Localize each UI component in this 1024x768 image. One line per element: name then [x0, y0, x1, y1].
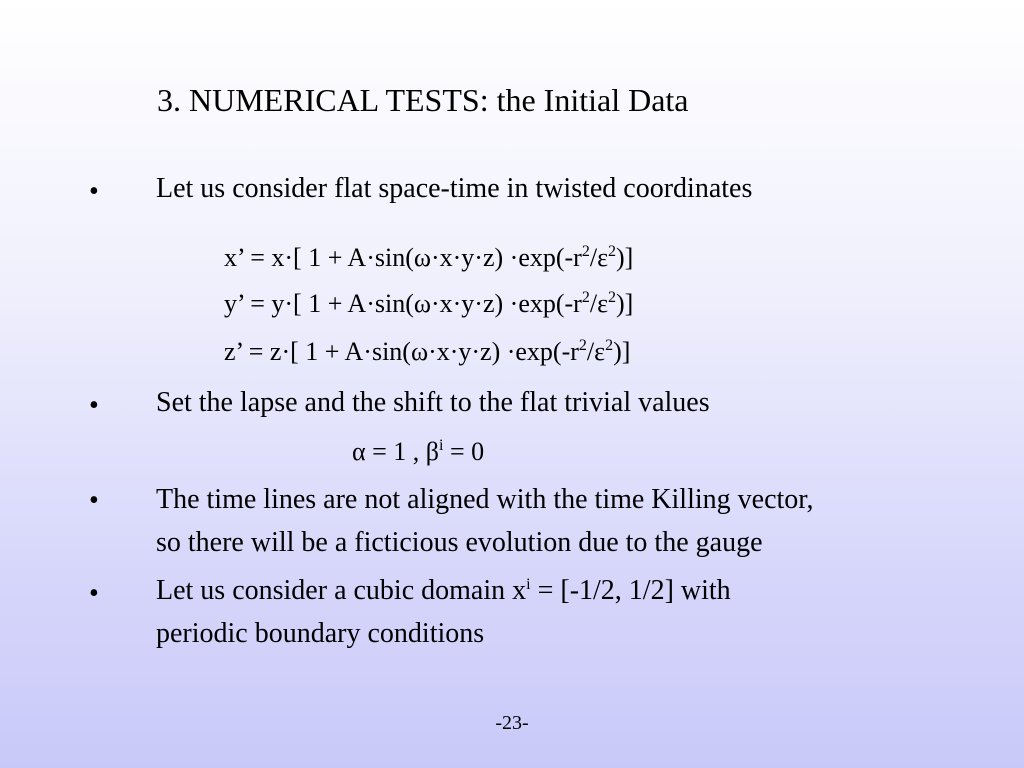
bullet-text-line: Let us consider a cubic domain $x^i = [-1/2$, 1/2] with [156, 575, 731, 606]
equation-z: z’ = z·[ $1 + A\cdot\sin(\omega\cdot x\cdot y\cdot z) \cdot\exp(-r^2/\varepsilon^2)$] [224, 337, 631, 366]
bullet-icon: • [89, 485, 99, 516]
gauge-equation: α = 1 , $\beta^i = 0$ [352, 437, 485, 466]
equation-y: y’ = y·[ $1 + A\cdot\sin(\omega\cdot x\cdot y\cdot z) \cdot\exp(-r^2/\varepsilon^2)$] [224, 289, 634, 318]
bullet-icon: • [89, 578, 99, 609]
bullet-text-line: periodic boundary conditions [156, 618, 485, 649]
bullet-text [156, 478, 813, 564]
slide-title: 3. NUMERICAL TESTS: the Initial Data [157, 82, 689, 118]
bullet-text: Set the lapse and the shift to the flat trivial values [156, 387, 710, 418]
bullet-text-line: The time lines are not aligned with the time Killing vector, [156, 484, 814, 515]
bullet-text: Let us consider flat space-time in twisted coordinates [156, 173, 753, 204]
bullet-icon: • [89, 390, 99, 421]
bullet-text-line: so there will be a ficticious evolution due to the gauge [156, 527, 763, 558]
bullet-icon: • [89, 176, 99, 207]
bullet-text [156, 569, 731, 655]
equation-x: x’ = x·[ $1 + A\cdot\sin(\omega\cdot x\cdot y\cdot z) \cdot\exp(-r^2/\varepsilon^2)$] [224, 243, 634, 272]
page-number: -23- [495, 712, 529, 734]
